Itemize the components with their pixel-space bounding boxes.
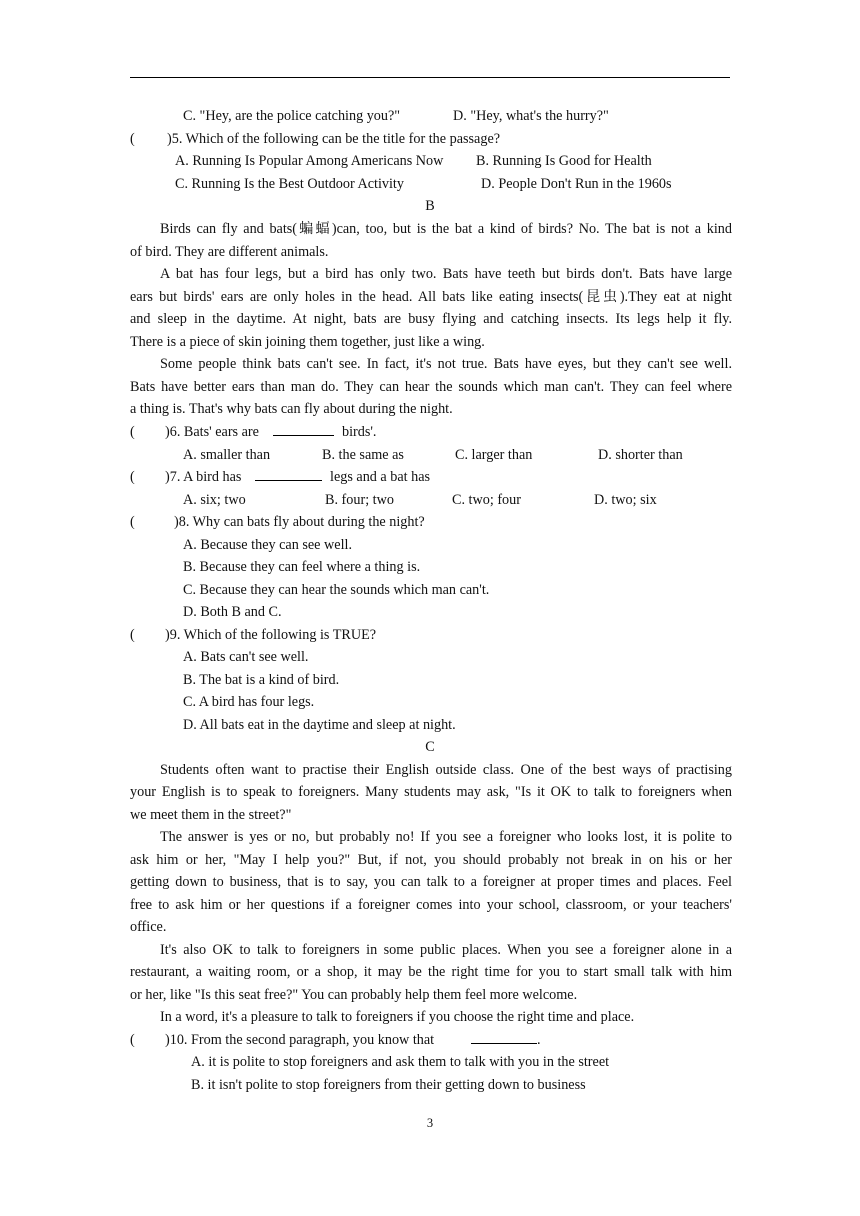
q9-option-c: C. A bird has four legs. bbox=[183, 694, 315, 710]
q4-option-c: C. "Hey, are the police catching you?" bbox=[183, 108, 401, 124]
section-b-p3-line1: Some people think bats can't see. In fact, it's not true. Bats have eyes, but they can't see well. bbox=[160, 356, 732, 372]
q7-option-c: C. two; four bbox=[452, 492, 521, 508]
section-c-p1-line2: your English is to speak to foreigners. Many students may ask, "Is it OK to talk to foreigners when bbox=[130, 784, 732, 800]
q6-paren: ( bbox=[130, 424, 135, 440]
q9-stem: )9. Which of the following is TRUE? bbox=[165, 627, 377, 643]
section-c-p2-line4: free to ask him or her questions if a foreigner comes into your school, classroom, or your teachers' bbox=[130, 897, 732, 913]
header-rule bbox=[130, 77, 730, 78]
q5-stem: )5. Which of the following can be the title for the passage? bbox=[167, 131, 501, 147]
q5-option-c: C. Running Is the Best Outdoor Activity bbox=[175, 176, 404, 192]
q10-option-a: A. it is polite to stop foreigners and ask them to talk with you in the street bbox=[191, 1054, 610, 1070]
q10-option-b: B. it isn't polite to stop foreigners from their getting down to business bbox=[191, 1077, 586, 1093]
section-c-p2-line2: ask him or her, "May I help you?" But, if not, you should probably not break in on his or her bbox=[130, 852, 732, 868]
section-c-p1-line1: Students often want to practise their English outside class. One of the best ways of practising bbox=[160, 762, 732, 778]
q9-option-a: A. Bats can't see well. bbox=[183, 649, 309, 665]
q7-option-d: D. two; six bbox=[594, 492, 657, 508]
q8-option-c: C. Because they can hear the sounds which man can't. bbox=[183, 582, 490, 598]
section-b-p3-line2: Bats have better ears than man do. They can hear the sounds which man can't. They can feel where bbox=[130, 379, 732, 395]
section-c-p2-line3: getting down to business, that is to say, you can talk to a foreigner at proper times and places. Feel bbox=[130, 874, 732, 890]
section-b-p1-line2: of bird. They are different animals. bbox=[130, 244, 329, 260]
q7-paren: ( bbox=[130, 469, 135, 485]
q8-option-b: B. Because they can feel where a thing is. bbox=[183, 559, 421, 575]
q8-stem: )8. Why can bats fly about during the night? bbox=[174, 514, 425, 530]
section-b-p2-line4: There is a piece of skin joining them together, just like a wing. bbox=[130, 334, 485, 350]
q6-stem-end: birds'. bbox=[342, 424, 377, 440]
q9-paren: ( bbox=[130, 627, 135, 643]
page-number: 3 bbox=[426, 1116, 434, 1130]
q4-option-d: D. "Hey, what's the hurry?" bbox=[453, 108, 609, 124]
q7-option-b: B. four; two bbox=[325, 492, 394, 508]
q6-blank bbox=[273, 423, 334, 441]
q10-blank bbox=[471, 1031, 537, 1049]
q6-option-b: B. the same as bbox=[322, 447, 404, 463]
section-c-p2-line1: The answer is yes or no, but probably no! If you see a foreigner who looks lost, it is polite to bbox=[160, 829, 732, 845]
section-b-p3-line3: a thing is. That's why bats can fly about during the night. bbox=[130, 401, 453, 417]
q6-option-a: A. smaller than bbox=[183, 447, 271, 463]
q5-option-d: D. People Don't Run in the 1960s bbox=[481, 176, 672, 192]
q6-stem-start: )6. Bats' ears are bbox=[165, 424, 259, 440]
q6-option-d: D. shorter than bbox=[598, 447, 683, 463]
q8-option-a: A. Because they can see well. bbox=[183, 537, 352, 553]
section-b-heading: B bbox=[425, 198, 435, 214]
section-c-p1-line3: we meet them in the street?" bbox=[130, 807, 292, 823]
section-c-p3-line3: or her, like "Is this seat free?" You can probably help them feel more welcome. bbox=[130, 987, 578, 1003]
q10-stem: )10. From the second paragraph, you know that bbox=[165, 1032, 435, 1048]
section-b-p1-line1: Birds can fly and bats(蝙蝠)can, too, but is the bat a kind of birds? No. The bat is not a kind bbox=[160, 221, 732, 237]
section-b-p2-line1: A bat has four legs, but a bird has only two. Bats have teeth but birds don't. Bats have large bbox=[160, 266, 732, 282]
section-b-p2-line2: ears but birds' ears are only holes in the head. All bats like eating insects(昆虫).They eat at night bbox=[130, 289, 732, 305]
q8-paren: ( bbox=[130, 514, 135, 530]
q7-stem-start: )7. A bird has bbox=[165, 469, 242, 485]
q10-paren: ( bbox=[130, 1032, 135, 1048]
q5-option-a: A. Running Is Popular Among Americans Now bbox=[175, 153, 444, 169]
q6-option-c: C. larger than bbox=[455, 447, 533, 463]
section-b-p2-line3: and sleep in the daytime. At night, bats are busy flying and catching insects. Its legs help it fly. bbox=[130, 311, 732, 327]
section-c-p3-line2: restaurant, a waiting room, or a shop, it may be the right time for you to start small talk with him bbox=[130, 964, 732, 980]
q8-option-d: D. Both B and C. bbox=[183, 604, 282, 620]
q10-stem-end: . bbox=[537, 1032, 541, 1048]
section-c-p4: In a word, it's a pleasure to talk to foreigners if you choose the right time and place. bbox=[160, 1009, 635, 1025]
q5-option-b: B. Running Is Good for Health bbox=[476, 153, 652, 169]
q5-paren: ( bbox=[130, 131, 135, 147]
section-c-heading: C bbox=[425, 739, 435, 755]
section-c-p2-line5: office. bbox=[130, 919, 167, 935]
q7-stem-end: legs and a bat has bbox=[330, 469, 431, 485]
q7-option-a: A. six; two bbox=[183, 492, 246, 508]
section-c-p3-line1: It's also OK to talk to foreigners in some public places. When you see a foreigner alone in a bbox=[160, 942, 732, 958]
q9-option-b: B. The bat is a kind of bird. bbox=[183, 672, 340, 688]
q7-blank bbox=[255, 468, 322, 486]
q9-option-d: D. All bats eat in the daytime and sleep at night. bbox=[183, 717, 456, 733]
